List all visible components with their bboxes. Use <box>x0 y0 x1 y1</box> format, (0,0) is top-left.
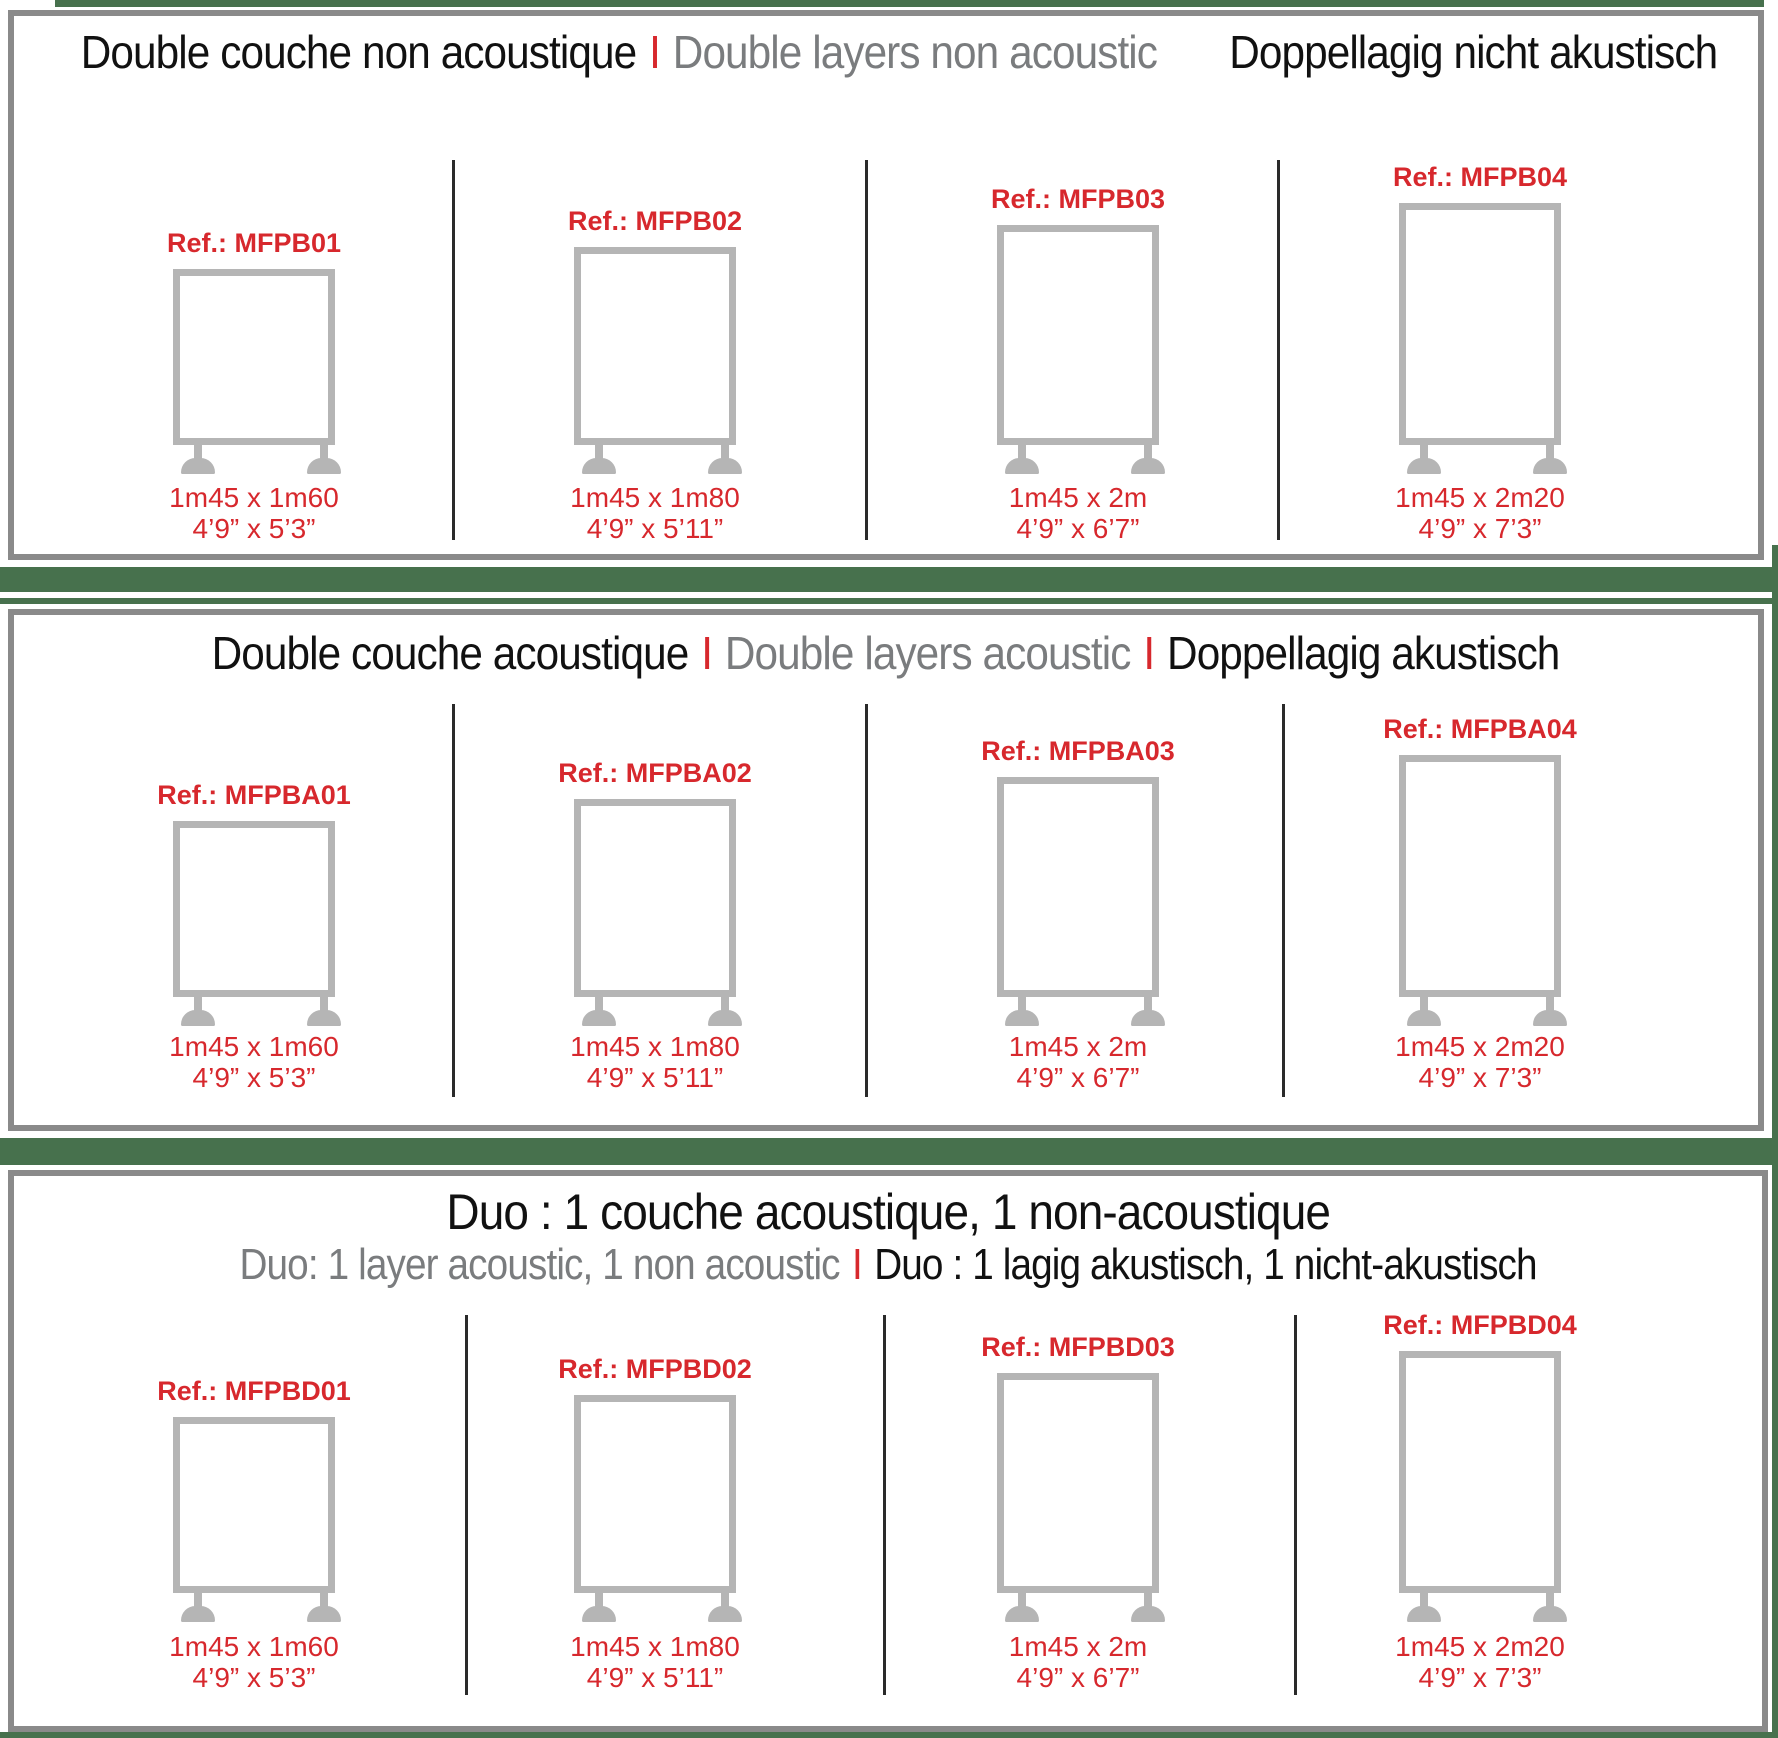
section-acoustic <box>8 609 1764 1131</box>
foot-dome <box>1533 458 1567 474</box>
panel-foot-right <box>1131 1593 1165 1622</box>
product-ref-label: Ref.: MFPBA03 <box>981 736 1175 766</box>
product-card <box>1310 615 1650 1125</box>
foot-dome <box>1407 1606 1441 1622</box>
panel-foot-right <box>1533 445 1567 474</box>
panel-graphic <box>173 1417 335 1593</box>
foot-dome <box>582 1606 616 1622</box>
foot-dome <box>1407 458 1441 474</box>
foot-stem <box>1018 997 1026 1011</box>
product-ref-label: Ref.: MFPBD02 <box>558 1354 752 1384</box>
foot-dome <box>1005 458 1039 474</box>
foot-stem <box>721 1593 729 1607</box>
panel-graphic <box>997 777 1159 997</box>
dimension-imperial-label: 4’9” x 6’7” <box>1016 1062 1140 1093</box>
product-ref-label: Ref.: MFPBD01 <box>157 1376 351 1406</box>
foot-stem <box>194 997 202 1011</box>
foot-dome <box>708 1010 742 1026</box>
panel-foot-right <box>307 445 341 474</box>
panel-graphic <box>1399 203 1561 445</box>
panel-foot-right <box>708 1593 742 1622</box>
foot-dome <box>181 1010 215 1026</box>
dimension-metric-label: 1m45 x 1m80 <box>570 482 740 513</box>
product-ref-label: Ref.: MFPBA01 <box>157 780 351 810</box>
product-card <box>84 16 424 554</box>
panel-foot-left <box>582 1593 616 1622</box>
title-en: Double layers non acoustic <box>672 26 1157 78</box>
foot-stem <box>194 1593 202 1607</box>
foot-stem <box>1546 997 1554 1011</box>
column-divider <box>452 160 455 540</box>
foot-dome <box>1005 1010 1039 1026</box>
panel-foot-left <box>1407 997 1441 1026</box>
title-de: Duo : 1 lagig akustisch, 1 nicht-akustisch <box>874 1240 1537 1289</box>
title-separator: I <box>1143 627 1155 679</box>
product-ref-label: Ref.: MFPB01 <box>166 228 342 258</box>
dimension-metric-label: 1m45 x 2m20 <box>1395 1631 1565 1662</box>
dimension-imperial-label: 4’9” x 6’7” <box>1016 1662 1140 1693</box>
column-divider <box>1282 704 1285 1097</box>
dimension-metric-label: 1m45 x 2m <box>1008 482 1148 513</box>
green-thin-line-above-section2 <box>0 598 1778 604</box>
dimension-imperial-label: 4’9” x 5’11” <box>586 513 724 544</box>
foot-dome <box>181 458 215 474</box>
panel-graphic <box>997 1373 1159 1593</box>
title-separator: I <box>701 627 713 679</box>
foot-stem <box>595 1593 603 1607</box>
dimension-imperial-label: 4’9” x 5’3” <box>192 1662 316 1693</box>
foot-stem <box>595 445 603 459</box>
title-fr: Double couche non acoustique <box>80 26 636 78</box>
panel-foot-right <box>307 1593 341 1622</box>
foot-dome <box>1533 1010 1567 1026</box>
panel-graphic <box>173 269 335 445</box>
dimension-metric-label: 1m45 x 1m60 <box>169 482 339 513</box>
dimension-imperial-label: 4’9” x 5’3” <box>192 513 316 544</box>
foot-dome <box>582 458 616 474</box>
dimension-metric-label: 1m45 x 1m60 <box>169 1031 339 1062</box>
column-divider <box>883 1315 886 1695</box>
dimension-metric-label: 1m45 x 2m <box>1008 1031 1148 1062</box>
product-card <box>485 16 825 554</box>
product-card <box>485 1176 825 1726</box>
foot-stem <box>320 445 328 459</box>
product-card <box>1310 1176 1650 1726</box>
dimension-imperial-label: 4’9” x 7’3” <box>1418 1662 1542 1693</box>
foot-dome <box>582 1010 616 1026</box>
panel-foot-right <box>307 997 341 1026</box>
dimension-metric-label: 1m45 x 1m60 <box>169 1631 339 1662</box>
panel-foot-left <box>181 997 215 1026</box>
panel-foot-right <box>1533 1593 1567 1622</box>
panel-foot-right <box>708 997 742 1026</box>
panel-graphic <box>574 1395 736 1593</box>
foot-dome <box>307 458 341 474</box>
column-divider <box>865 704 868 1097</box>
column-divider <box>465 1315 468 1695</box>
foot-dome <box>1131 458 1165 474</box>
foot-dome <box>708 1606 742 1622</box>
foot-dome <box>708 458 742 474</box>
foot-stem <box>1546 1593 1554 1607</box>
foot-stem <box>1546 445 1554 459</box>
product-card <box>908 1176 1248 1726</box>
panel-graphic <box>997 225 1159 445</box>
dimension-imperial-label: 4’9” x 7’3” <box>1418 1062 1542 1093</box>
panel-foot-left <box>181 445 215 474</box>
foot-dome <box>1533 1606 1567 1622</box>
foot-dome <box>1407 1010 1441 1026</box>
section-non-acoustic <box>8 10 1764 560</box>
panel-foot-left <box>181 1593 215 1622</box>
product-ref-label: Ref.: MFPBA04 <box>1383 714 1577 744</box>
panel-graphic <box>574 799 736 997</box>
panel-foot-left <box>1005 997 1039 1026</box>
panel-foot-right <box>1131 997 1165 1026</box>
product-card <box>908 615 1248 1125</box>
column-divider <box>1294 1315 1297 1695</box>
dimension-metric-label: 1m45 x 2m20 <box>1395 1031 1565 1062</box>
product-card <box>84 615 424 1125</box>
title-en: Double layers acoustic <box>725 627 1131 679</box>
dimension-imperial-label: 4’9” x 5’11” <box>586 1662 724 1693</box>
title-de: Doppellagig akustisch <box>1167 627 1560 679</box>
panel-graphic <box>173 821 335 997</box>
dimension-imperial-label: 4’9” x 5’3” <box>192 1062 316 1093</box>
product-ref-label: Ref.: MFPB03 <box>990 184 1166 214</box>
dimension-metric-label: 1m45 x 2m <box>1008 1631 1148 1662</box>
green-right-strip <box>1772 545 1778 1738</box>
panel-graphic <box>574 247 736 445</box>
foot-stem <box>1144 1593 1152 1607</box>
green-bottom-strip <box>0 1732 1778 1738</box>
product-ref-label: Ref.: MFPBA02 <box>558 758 752 788</box>
foot-stem <box>1144 445 1152 459</box>
foot-stem <box>194 445 202 459</box>
green-band-between-section2-3 <box>0 1138 1778 1165</box>
dimension-imperial-label: 4’9” x 5’11” <box>586 1062 724 1093</box>
product-card <box>84 1176 424 1726</box>
foot-stem <box>1420 997 1428 1011</box>
foot-stem <box>721 997 729 1011</box>
foot-dome <box>307 1606 341 1622</box>
dimension-imperial-label: 4’9” x 6’7” <box>1016 513 1140 544</box>
green-top-strip <box>55 0 1764 7</box>
panel-foot-left <box>1005 1593 1039 1622</box>
product-ref-label: Ref.: MFPBD04 <box>1383 1310 1577 1340</box>
foot-stem <box>320 997 328 1011</box>
title-fr: Duo : 1 couche acoustique, 1 non-acoustique <box>446 1184 1330 1240</box>
foot-stem <box>721 445 729 459</box>
foot-dome <box>1131 1010 1165 1026</box>
panel-foot-left <box>1407 1593 1441 1622</box>
panel-foot-left <box>1407 445 1441 474</box>
foot-dome <box>307 1010 341 1026</box>
product-ref-label: Ref.: MFPBD03 <box>981 1332 1175 1362</box>
panel-foot-left <box>582 445 616 474</box>
foot-stem <box>1144 997 1152 1011</box>
column-divider <box>452 704 455 1097</box>
dimension-metric-label: 1m45 x 2m20 <box>1395 482 1565 513</box>
panel-graphic <box>1399 755 1561 997</box>
foot-dome <box>181 1606 215 1622</box>
title-separator: I <box>851 1240 862 1289</box>
product-ref-label: Ref.: MFPB04 <box>1392 162 1568 192</box>
panel-graphic <box>1399 1351 1561 1593</box>
foot-dome <box>1131 1606 1165 1622</box>
panel-foot-left <box>582 997 616 1026</box>
panel-foot-right <box>1533 997 1567 1026</box>
green-band-between-section1-2 <box>0 567 1778 592</box>
title-de: Doppellagig nicht akustisch <box>1229 26 1718 78</box>
foot-stem <box>1018 445 1026 459</box>
foot-stem <box>320 1593 328 1607</box>
panel-foot-right <box>708 445 742 474</box>
foot-dome <box>1005 1606 1039 1622</box>
panel-foot-left <box>1005 445 1039 474</box>
title-separator: I <box>648 26 660 78</box>
product-card <box>1310 16 1650 554</box>
dimension-imperial-label: 4’9” x 7’3” <box>1418 513 1542 544</box>
section-duo <box>8 1170 1768 1732</box>
title-fr: Double couche acoustique <box>212 627 689 679</box>
foot-stem <box>595 997 603 1011</box>
title-en: Duo: 1 layer acoustic, 1 non acoustic <box>239 1240 840 1289</box>
panel-foot-right <box>1131 445 1165 474</box>
dimension-metric-label: 1m45 x 1m80 <box>570 1031 740 1062</box>
product-card <box>908 16 1248 554</box>
product-ref-label: Ref.: MFPB02 <box>567 206 743 236</box>
column-divider <box>1277 160 1280 540</box>
column-divider <box>865 160 868 540</box>
foot-stem <box>1420 1593 1428 1607</box>
foot-stem <box>1420 445 1428 459</box>
foot-stem <box>1018 1593 1026 1607</box>
product-card <box>485 615 825 1125</box>
dimension-metric-label: 1m45 x 1m80 <box>570 1631 740 1662</box>
